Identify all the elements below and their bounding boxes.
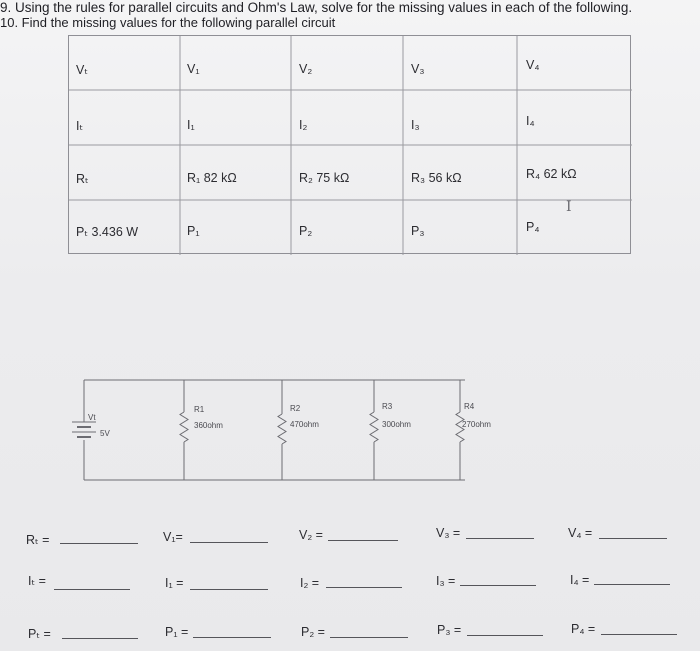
cell-r4: R₄ 62 kΩ: [526, 167, 577, 181]
v4-answer-blank[interactable]: [599, 538, 667, 539]
i2-label: I₂ =: [300, 576, 320, 590]
v3-label: V₃ =: [436, 526, 461, 540]
rt-answer-blank[interactable]: [60, 543, 138, 544]
cell-p1: P₁: [187, 224, 200, 238]
r4-value: 270ohm: [462, 420, 491, 429]
i2-answer-blank[interactable]: [326, 587, 402, 588]
cell-v4: V₄: [526, 58, 540, 72]
cell-pt: Pₜ 3.436 W: [76, 225, 139, 239]
parallel-values-table: [68, 35, 631, 254]
battery-symbol: [72, 422, 96, 437]
v1-answer-blank[interactable]: [190, 542, 268, 543]
i4-answer-blank[interactable]: [594, 584, 670, 585]
cell-it: Iₜ: [76, 119, 84, 133]
cell-v1: V₁: [187, 62, 200, 76]
p4-label: P₄ =: [571, 622, 596, 636]
p3-label: P₃ =: [437, 623, 462, 637]
cell-p4: P₄: [526, 220, 540, 234]
r1-name: R1: [194, 405, 205, 414]
r4-name: R4: [464, 402, 475, 411]
resistor-r1-icon: [180, 412, 188, 442]
it-label: Iₜ =: [28, 574, 46, 588]
r1-value: 360ohm: [194, 421, 223, 430]
i4-label: I₄ =: [570, 573, 590, 587]
cell-r3: R₃ 56 kΩ: [411, 171, 462, 185]
cell-p3: P₃: [411, 224, 425, 238]
p1-label: P₁ =: [165, 625, 189, 639]
question-9-prompt: 9. Using the rules for parallel circuits and Ohm's Law, solve for the missing values in each of the following.: [0, 0, 633, 15]
p4-answer-blank[interactable]: [601, 634, 677, 635]
it-answer-blank[interactable]: [54, 589, 130, 590]
p2-label: P₂ =: [301, 625, 325, 639]
cell-vt: Vₜ: [76, 63, 89, 77]
v4-label: V₄ =: [568, 526, 593, 540]
i1-answer-blank[interactable]: [190, 589, 268, 590]
cell-rt: Rₜ: [76, 172, 89, 186]
p2-answer-blank[interactable]: [330, 637, 408, 638]
r2-name: R2: [290, 404, 301, 413]
cell-i3: I₃: [411, 118, 420, 132]
cell-i4: I₄: [526, 114, 535, 128]
cell-i2: I₂: [299, 118, 308, 132]
cell-r1: R₁ 82 kΩ: [187, 171, 237, 185]
rt-label: Rₜ =: [26, 533, 50, 547]
r3-name: R3: [382, 402, 393, 411]
p3-answer-blank[interactable]: [467, 635, 543, 636]
v2-answer-blank[interactable]: [328, 540, 398, 541]
v3-answer-blank[interactable]: [466, 538, 534, 539]
cell-p2: P₂: [299, 224, 313, 238]
r2-value: 470ohm: [290, 420, 319, 429]
v1-label: V₁=: [163, 530, 183, 544]
v2-label: V₂ =: [299, 528, 323, 542]
i1-label: I₁ =: [165, 576, 184, 590]
source-label: Vt: [88, 413, 96, 422]
cell-i1: I₁: [187, 118, 195, 132]
cell-v2: V₂: [299, 62, 313, 76]
i3-answer-blank[interactable]: [460, 585, 536, 586]
question-10-prompt: 10. Find the missing values for the following parallel circuit: [0, 15, 336, 30]
cell-v3: V₃: [411, 62, 425, 76]
i3-label: I₃ =: [436, 574, 456, 588]
source-value: 5V: [100, 429, 110, 438]
resistor-r3-icon: [370, 412, 378, 442]
cell-r2: R₂ 75 kΩ: [299, 171, 350, 185]
pt-label: Pₜ =: [28, 627, 51, 641]
text-cursor-icon: I: [566, 199, 572, 215]
resistor-r2-icon: [278, 414, 286, 444]
table-grid: [69, 36, 632, 255]
parallel-circuit-diagram: [60, 370, 491, 490]
pt-answer-blank[interactable]: [62, 638, 138, 639]
r3-value: 300ohm: [382, 420, 411, 429]
p1-answer-blank[interactable]: [193, 637, 271, 638]
